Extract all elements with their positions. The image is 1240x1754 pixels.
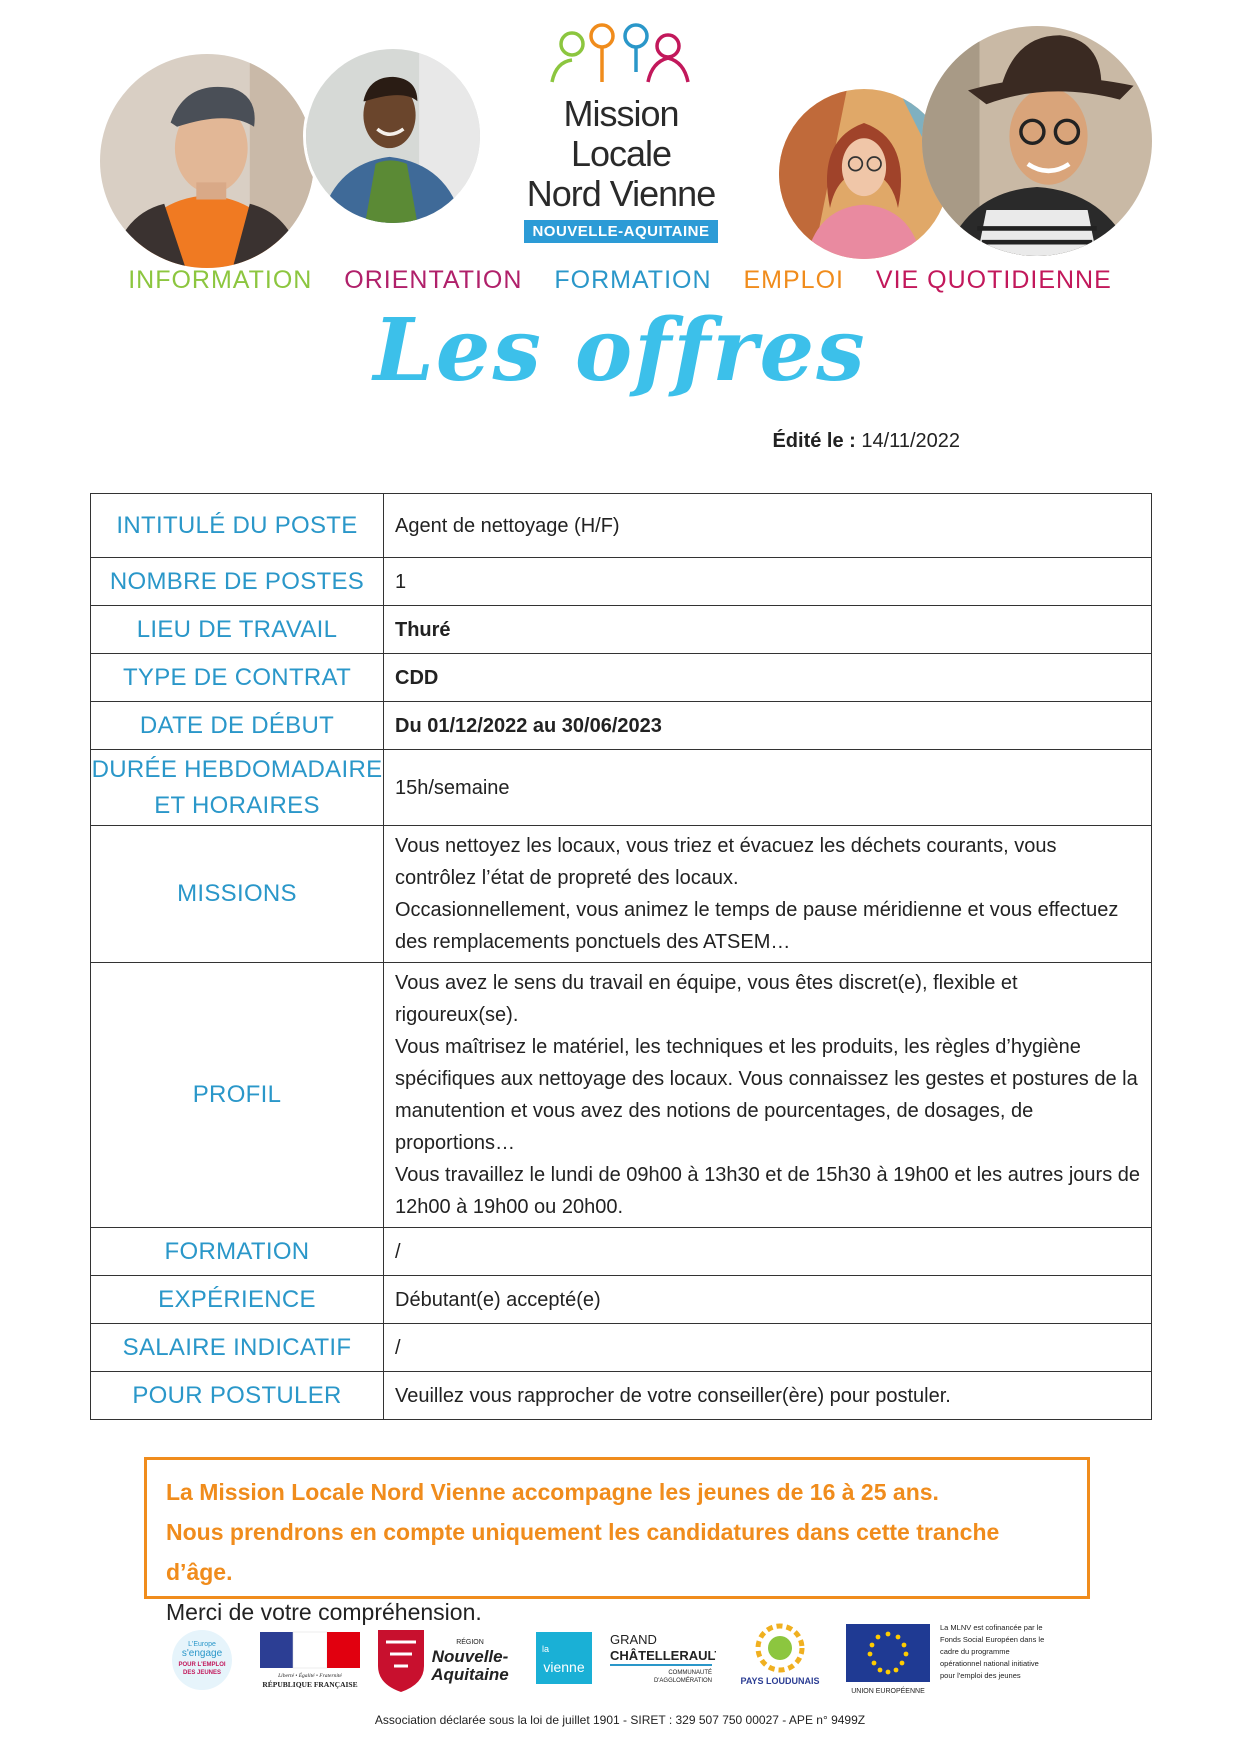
- table-row: [91, 1372, 1152, 1420]
- salary-value: /: [384, 1324, 1152, 1372]
- tagline-information: INFORMATION: [128, 266, 313, 294]
- row-label: SALAIRE INDICATIF: [91, 1324, 384, 1372]
- row-label: TYPE DE CONTRAT: [91, 654, 384, 702]
- edited-label: Édité le :: [772, 430, 856, 452]
- edited-date-value: 14/11/2022: [861, 430, 960, 452]
- nouvelle-aquitaine-logo: [374, 1618, 514, 1698]
- age-notice: [144, 1457, 1090, 1625]
- republique-francaise-logo: [258, 1618, 362, 1698]
- table-row: [91, 558, 1152, 606]
- portrait-photo-1: [100, 54, 314, 268]
- row-label: LIEU DE TRAVAIL: [91, 606, 384, 654]
- gc-line1: GRAND: [610, 1632, 657, 1647]
- mission-locale-logo: [518, 22, 724, 240]
- job-title: Agent de nettoyage (H/F): [384, 494, 1152, 558]
- tagline-formation: FORMATION: [554, 266, 712, 294]
- eu-text-line: opérationnel national initiative: [940, 1659, 1039, 1668]
- engage-line2: s'engage: [181, 1648, 223, 1659]
- eu-text-line: Fonds Social Européen dans le: [940, 1635, 1045, 1644]
- table-row: [91, 963, 1152, 1228]
- offer-table: [90, 493, 1152, 1420]
- table-row: [91, 1276, 1152, 1324]
- missions-text: [384, 826, 1152, 963]
- paragraph: Occasionnellement, vous animez le temps de pause méridienne et vous effectuez des remplacements ponctuels des ATSEM…: [395, 899, 1119, 953]
- row-label: POUR POSTULER: [91, 1372, 384, 1420]
- row-label: DATE DE DÉBUT: [91, 702, 384, 750]
- tagline-orientation: ORIENTATION: [344, 266, 523, 294]
- row-label: FORMATION: [91, 1228, 384, 1276]
- experience-value: Débutant(e) accepté(e): [384, 1276, 1152, 1324]
- union-europeenne-logo: [844, 1618, 1090, 1698]
- loudun-name: PAYS LOUDUNAIS: [740, 1676, 820, 1686]
- paragraph: Vous travaillez le lundi de 09h00 à 13h30 et de 15h30 à 19h00 et les autres jours de 12h00 à 19h00 ou 20h00.: [395, 1164, 1140, 1218]
- weekly-hours: 15h/semaine: [384, 750, 1152, 826]
- profile-text: [384, 963, 1152, 1228]
- work-location: Thuré: [384, 606, 1152, 654]
- region-name-line2: Aquitaine: [431, 1665, 509, 1684]
- table-row: [91, 826, 1152, 963]
- edited-date: [772, 430, 960, 453]
- row-label: INTITULÉ DU POSTE: [91, 494, 384, 558]
- notice-line1: La Mission Locale Nord Vienne accompagne les jeunes de 16 à 25 ans.: [166, 1479, 939, 1505]
- row-label: PROFIL: [91, 963, 384, 1228]
- portrait-photo-2: [303, 46, 483, 226]
- engage-line1: L'Europe: [188, 1641, 216, 1648]
- logo-name-line1: Mission Locale: [563, 93, 679, 174]
- gc-line3: COMMUNAUTÉ: [668, 1670, 712, 1676]
- contract-type: CDD: [384, 654, 1152, 702]
- table-row: [91, 750, 1152, 826]
- logo-region-badge: NOUVELLE-AQUITAINE: [524, 220, 717, 243]
- partner-logos: [150, 1618, 1090, 1698]
- table-row: [91, 494, 1152, 558]
- tagline: [0, 266, 1240, 295]
- table-row: [91, 702, 1152, 750]
- rf-motto: Liberté • Égalité • Fraternité: [278, 1673, 342, 1679]
- training-value: /: [384, 1228, 1152, 1276]
- vienne-prefix: la: [542, 1644, 550, 1654]
- row-label-line1: DURÉE HEBDOMADAIRE: [91, 755, 383, 783]
- row-label: MISSIONS: [91, 826, 384, 963]
- paragraph: Vous avez le sens du travail en équipe, vous êtes discret(e), flexible et rigoureux(se).: [395, 972, 1018, 1026]
- vienne-name: vienne: [543, 1659, 585, 1675]
- logo-name-line2: Nord Vienne: [526, 173, 716, 214]
- table-row: [91, 654, 1152, 702]
- pays-loudunais-logo: [728, 1618, 832, 1698]
- row-label-line2: ET HORAIRES: [154, 791, 320, 819]
- tagline-emploi: EMPLOI: [743, 266, 844, 294]
- table-row: [91, 1228, 1152, 1276]
- gc-line2: CHÂTELLERAULT: [610, 1648, 716, 1663]
- eu-name: UNION EUROPÉENNE: [851, 1688, 925, 1695]
- notice-line2: Nous prendrons en compte uniquement les candidatures dans cette tranche d’âge.: [166, 1519, 1000, 1585]
- how-to-apply: Veuillez vous rapprocher de votre conseiller(ère) pour postuler.: [384, 1372, 1152, 1420]
- region-small-label: RÉGION: [456, 1639, 484, 1646]
- eu-text-line: La MLNV est cofinancée par le: [940, 1623, 1043, 1632]
- europe-engage-logo: [164, 1618, 240, 1698]
- row-label: NOMBRE DE POSTES: [91, 558, 384, 606]
- table-row: [91, 606, 1152, 654]
- row-label: [91, 750, 384, 826]
- portrait-photo-4: [922, 26, 1152, 256]
- gc-line4: D'AGGLOMÉRATION: [653, 1678, 712, 1684]
- grand-chatellerault-logo: [606, 1618, 716, 1698]
- notice-line3: Merci de votre compréhension.: [166, 1599, 482, 1625]
- engage-line4: DES JEUNES: [182, 1670, 222, 1676]
- eu-text-line: pour l'emploi des jeunes: [940, 1671, 1021, 1680]
- positions-count: 1: [384, 558, 1152, 606]
- paragraph: Vous maîtrisez le matériel, les techniques et les produits, les règles d’hygiène spécifiques aux nettoyage des locaux. Vous connaissez les gestes et postures de la manutention et vous avez des notions de pourcentages, de dosages, de proportions…: [395, 1036, 1138, 1154]
- people-icon: [546, 22, 696, 94]
- la-vienne-logo: [534, 1618, 594, 1698]
- footer-legal: Association déclarée sous la loi de juillet 1901 - SIRET : 329 507 750 00027 - APE n° 9499Z: [374, 1713, 866, 1727]
- paragraph: Vous nettoyez les locaux, vous triez et évacuez les déchets courants, vous contrôlez l’état de propreté des locaux.: [395, 835, 1057, 889]
- start-date: Du 01/12/2022 au 30/06/2023: [384, 702, 1152, 750]
- table-row: [91, 1324, 1152, 1372]
- page-title: Les offres: [373, 300, 867, 401]
- eu-text-line: cadre du programme: [940, 1647, 1010, 1656]
- rf-name: RÉPUBLIQUE FRANÇAISE: [262, 1680, 358, 1689]
- region-name-line1: Nouvelle-: [431, 1647, 509, 1666]
- engage-line3: POUR L'EMPLOI: [178, 1662, 226, 1668]
- tagline-vie-quotidienne: VIE QUOTIDIENNE: [875, 266, 1112, 294]
- row-label: EXPÉRIENCE: [91, 1276, 384, 1324]
